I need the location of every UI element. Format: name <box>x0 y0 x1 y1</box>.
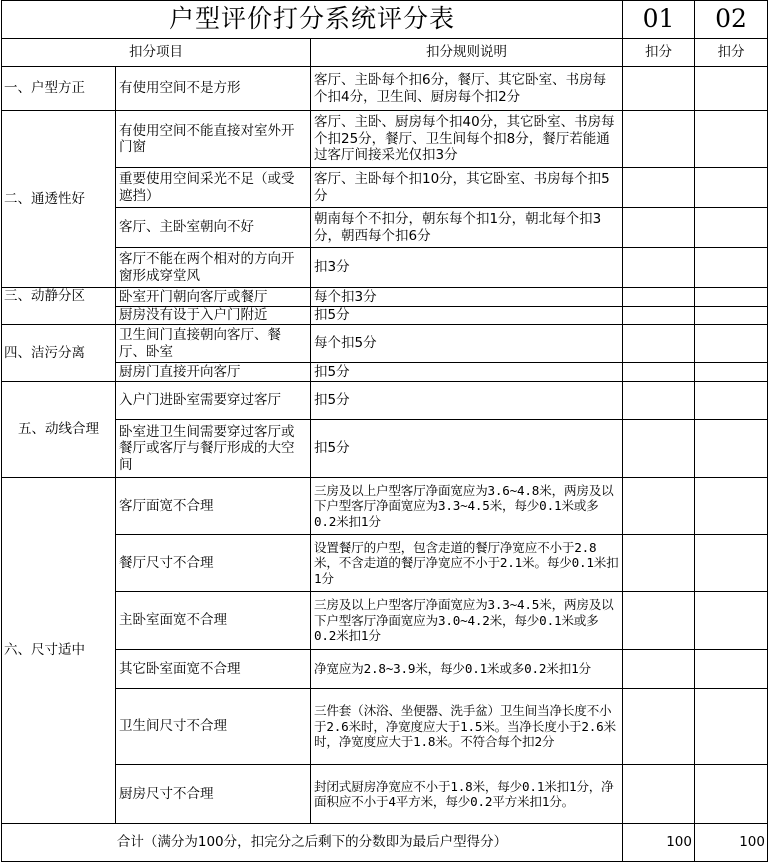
item-header: 扣分项目 <box>2 39 311 67</box>
rule-cell: 扣5分 <box>311 363 623 382</box>
total-label: 合计（满分为100分，扣完分之后剩下的分数即为最后户型得分） <box>2 824 623 862</box>
item-cell: 厨房尺寸不合理 <box>116 765 311 824</box>
score-b-cell[interactable] <box>695 325 768 363</box>
score-b-cell[interactable] <box>695 307 768 325</box>
table-row <box>2 168 768 208</box>
scoring-table <box>1 0 768 862</box>
rule-cell: 客厅、主卧、厨房每个扣40分，其它卧室、书房每个扣25分，餐厅、卫生间每个扣8分，餐厅若能通过客厅间接采光仅扣3分 <box>311 111 623 168</box>
item-cell: 卫生间尺寸不合理 <box>116 689 311 765</box>
total-score-a: 100 <box>623 824 695 862</box>
category-ventilation: 二、通透性好 <box>2 111 116 288</box>
score-a-cell[interactable] <box>623 535 695 592</box>
table-row <box>2 111 768 168</box>
score-b-cell[interactable] <box>695 650 768 689</box>
plan-b-number: 02 <box>695 1 768 39</box>
table-row <box>2 478 768 535</box>
score-a-cell[interactable] <box>623 689 695 765</box>
table-row <box>2 382 768 420</box>
item-cell: 其它卧室面宽不合理 <box>116 650 311 689</box>
score-a-cell[interactable] <box>623 111 695 168</box>
rule-cell: 每个扣3分 <box>311 288 623 307</box>
score-a-cell[interactable] <box>623 248 695 288</box>
total-row <box>2 824 768 862</box>
rule-cell: 扣5分 <box>311 307 623 325</box>
rule-cell: 封闭式厨房净宽应不小于1.8米，每少0.1米扣1分，净面积应不小于4平方米，每少0.2平方米扣1分。 <box>311 765 623 824</box>
category-clean-dirty: 四、洁污分离 <box>2 325 116 382</box>
item-cell: 厨房门直接开向客厅 <box>116 363 311 382</box>
score-a-header: 扣分 <box>623 39 695 67</box>
score-b-header: 扣分 <box>695 39 768 67</box>
total-score-b: 100 <box>695 824 768 862</box>
score-b-cell[interactable] <box>695 67 768 111</box>
score-a-cell[interactable] <box>623 592 695 650</box>
rule-cell: 扣5分 <box>311 420 623 478</box>
score-b-cell[interactable] <box>695 288 768 307</box>
item-cell: 卧室进卫生间需要穿过客厅或餐厅或客厅与餐厅形成的大空间 <box>116 420 311 478</box>
score-b-cell[interactable] <box>695 111 768 168</box>
score-a-cell[interactable] <box>623 765 695 824</box>
table-row <box>2 420 768 478</box>
table-row <box>2 650 768 689</box>
table-row <box>2 325 768 363</box>
item-cell: 卧室开门朝向客厅或餐厅 <box>116 288 311 307</box>
header-row <box>2 39 768 67</box>
item-cell: 卫生间门直接朝向客厅、餐厅、卧室 <box>116 325 311 363</box>
rule-cell: 三件套（沐浴、坐便器、洗手盆）卫生间当净长度不小于2.6米时，净宽度应大于1.5米。当净长度小于2.6米时，净宽度应大于1.8米。不符合每个扣2分 <box>311 689 623 765</box>
rule-cell: 扣5分 <box>311 382 623 420</box>
table-row <box>2 208 768 248</box>
category-squareness: 一、户型方正 <box>2 67 116 111</box>
table-row <box>2 67 768 111</box>
table-row <box>2 689 768 765</box>
item-cell: 厨房没有设于入户门附近 <box>116 307 311 325</box>
score-b-cell[interactable] <box>695 765 768 824</box>
category-circulation: 五、动线合理 <box>2 382 116 478</box>
rule-cell: 三房及以上户型客厅净面宽应为3.6~4.8米，两房及以下户型客厅净面宽应为3.3~4.5米，每少0.1米或多0.2米扣1分 <box>311 478 623 535</box>
score-a-cell[interactable] <box>623 478 695 535</box>
score-a-cell[interactable] <box>623 208 695 248</box>
rule-header: 扣分规则说明 <box>311 39 623 67</box>
score-a-cell[interactable] <box>623 168 695 208</box>
score-b-cell[interactable] <box>695 478 768 535</box>
plan-a-number: 01 <box>623 1 695 39</box>
score-b-cell[interactable] <box>695 168 768 208</box>
rule-cell: 三房及以上户型客厅净面宽应为3.3~4.5米，两房及以下户型客厅净面宽应为3.0~4.2米，每少0.1米或多0.2米扣1分 <box>311 592 623 650</box>
score-a-cell[interactable] <box>623 288 695 307</box>
score-a-cell[interactable] <box>623 363 695 382</box>
item-cell: 客厅面宽不合理 <box>116 478 311 535</box>
title-row <box>2 1 768 39</box>
score-a-cell[interactable] <box>623 325 695 363</box>
item-cell: 重要使用空间采光不足（或受遮挡） <box>116 168 311 208</box>
category-zoning: 三、动静分区 <box>2 288 116 325</box>
item-cell: 客厅不能在两个相对的方向开窗形成穿堂风 <box>116 248 311 288</box>
score-a-cell[interactable] <box>623 382 695 420</box>
rule-cell: 净宽应为2.8~3.9米，每少0.1米或多0.2米扣1分 <box>311 650 623 689</box>
rule-cell: 扣3分 <box>311 248 623 288</box>
score-a-cell[interactable] <box>623 650 695 689</box>
item-cell: 有使用空间不能直接对室外开门窗 <box>116 111 311 168</box>
score-a-cell[interactable] <box>623 307 695 325</box>
score-b-cell[interactable] <box>695 248 768 288</box>
score-a-cell[interactable] <box>623 67 695 111</box>
table-title: 户型评价打分系统评分表 <box>2 1 623 39</box>
category-dimensions: 六、尺寸适中 <box>2 478 116 824</box>
item-cell: 餐厅尺寸不合理 <box>116 535 311 592</box>
rule-cell: 客厅、主卧每个扣10分，其它卧室、书房每个扣5分 <box>311 168 623 208</box>
score-b-cell[interactable] <box>695 689 768 765</box>
table-row <box>2 765 768 824</box>
score-b-cell[interactable] <box>695 592 768 650</box>
table-row <box>2 592 768 650</box>
table-row <box>2 288 768 307</box>
score-b-cell[interactable] <box>695 208 768 248</box>
item-cell: 主卧室面宽不合理 <box>116 592 311 650</box>
table-row <box>2 363 768 382</box>
score-b-cell[interactable] <box>695 382 768 420</box>
table-row <box>2 307 768 325</box>
rule-cell: 每个扣5分 <box>311 325 623 363</box>
rule-cell: 客厅、主卧每个扣6分，餐厅、其它卧室、书房每个扣4分，卫生间、厨房每个扣2分 <box>311 67 623 111</box>
rule-cell: 设置餐厅的户型，包含走道的餐厅净宽应不小于2.8米，不含走道的餐厅净宽应不小于2.1米。每少0.1米扣1分 <box>311 535 623 592</box>
score-b-cell[interactable] <box>695 363 768 382</box>
table-row <box>2 535 768 592</box>
item-cell: 有使用空间不是方形 <box>116 67 311 111</box>
score-b-cell[interactable] <box>695 420 768 478</box>
table-row <box>2 248 768 288</box>
rule-cell: 朝南每个不扣分，朝东每个扣1分，朝北每个扣3分，朝西每个扣6分 <box>311 208 623 248</box>
item-cell: 客厅、主卧室朝向不好 <box>116 208 311 248</box>
score-a-cell[interactable] <box>623 420 695 478</box>
score-b-cell[interactable] <box>695 535 768 592</box>
item-cell: 入户门进卧室需要穿过客厅 <box>116 382 311 420</box>
